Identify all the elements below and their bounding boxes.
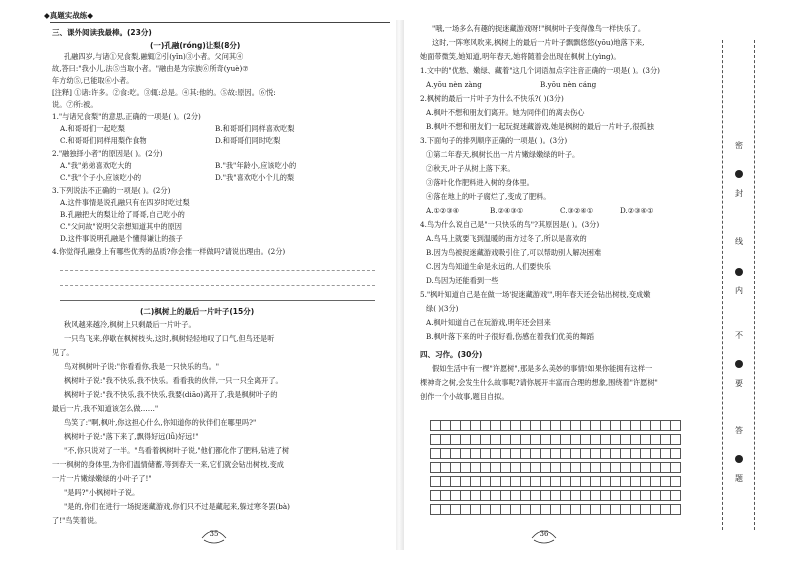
essay-prompt: 创作一个小故事,题目自拟。 <box>420 392 509 401</box>
grid-cell[interactable] <box>480 462 491 473</box>
option-a: A.枫叶不想和朋友们离开。她为同伴们的离去伤心 <box>426 108 585 117</box>
grid-cell[interactable] <box>660 476 671 487</box>
grid-cell[interactable] <box>590 462 601 473</box>
option-d: D."我"喜欢吃小个儿的梨 <box>215 173 295 182</box>
grid-cell[interactable] <box>520 462 531 473</box>
grid-cell[interactable] <box>480 504 491 515</box>
option-c: C."父问故"说明父亲想知道其中的原因 <box>60 222 182 231</box>
grid-row[interactable] <box>430 434 680 445</box>
grid-cell[interactable] <box>580 434 591 445</box>
passage2-cont-line: 她面带微笑,她知道,明年春天,她将随着会出现在枫树上(yìng)。 <box>420 52 621 61</box>
grid-cell[interactable] <box>460 490 471 501</box>
seal-dot-icon <box>735 170 743 178</box>
passage2-line: 最后一片,我不知道该怎么做……" <box>52 404 159 413</box>
option-b: B.和哥哥们同样喜欢吃梨 <box>215 124 295 133</box>
grid-cell[interactable] <box>470 420 481 431</box>
grid-cell[interactable] <box>580 448 591 459</box>
option-a: A.这件事情是说孔融只有在四岁时吃过梨 <box>60 198 190 207</box>
grid-cell[interactable] <box>530 448 541 459</box>
section3-title: 三、课外阅读我最棒。(23分) <box>52 28 152 37</box>
grid-cell[interactable] <box>440 434 451 445</box>
grid-cell[interactable] <box>670 490 681 501</box>
grid-cell[interactable] <box>430 434 441 445</box>
grid-cell[interactable] <box>440 490 451 501</box>
option-b: B.孔融把大的梨让给了哥哥,自己吃小的 <box>60 210 185 219</box>
question-4: 4.鸟为什么说自己是"一只快乐的鸟"?其原因是( )。(3分) <box>420 220 600 229</box>
grid-cell[interactable] <box>600 490 611 501</box>
essay-prompt: 棵神奇之树,会发生什么故事呢?请你展开丰富而合理的想象,围绕着"许愿树" <box>420 378 658 387</box>
sentence-item: ③落叶化作肥料进入树的身体里。 <box>426 178 534 187</box>
grid-cell[interactable] <box>460 420 471 431</box>
question-2: 2."融独择小者"的原因是( )。(2分) <box>52 149 163 158</box>
grid-cell[interactable] <box>440 420 451 431</box>
passage1-title: (一)孔融(róng)让梨(8分) <box>150 41 241 50</box>
question-1: 1.文中的"优愁、嫩绿、藏着"这几个词语加点字注音正确的一项是( )。(3分) <box>420 66 660 75</box>
grid-cell[interactable] <box>620 420 631 431</box>
grid-cell[interactable] <box>540 420 551 431</box>
grid-cell[interactable] <box>490 476 501 487</box>
grid-cell[interactable] <box>620 448 631 459</box>
grid-cell[interactable] <box>520 476 531 487</box>
grid-cell[interactable] <box>660 490 671 501</box>
seal-char: 线 <box>735 237 743 246</box>
grid-cell[interactable] <box>550 462 561 473</box>
grid-cell[interactable] <box>590 420 601 431</box>
grid-cell[interactable] <box>640 448 651 459</box>
passage1-line: 孔融四岁,与诸①兄食梨,融辄②引(yǐn)③小者。父问其④ <box>64 52 244 61</box>
grid-cell[interactable] <box>590 434 601 445</box>
section-header: ◆真题实战练◆ <box>44 11 94 20</box>
grid-cell[interactable] <box>630 434 641 445</box>
grid-cell[interactable] <box>500 476 511 487</box>
question-3: 3.下列说法不正确的一项是( )。(2分) <box>52 186 171 195</box>
grid-cell[interactable] <box>580 462 591 473</box>
grid-cell[interactable] <box>510 434 521 445</box>
seal-dot-icon <box>735 360 743 368</box>
grid-cell[interactable] <box>640 434 651 445</box>
grid-cell[interactable] <box>610 420 621 431</box>
grid-cell[interactable] <box>590 448 601 459</box>
option-c: C.和哥哥们同样用梨作食物 <box>60 136 147 145</box>
grid-cell[interactable] <box>460 434 471 445</box>
grid-cell[interactable] <box>560 476 571 487</box>
grid-cell[interactable] <box>550 420 561 431</box>
grid-cell[interactable] <box>620 504 631 515</box>
grid-cell[interactable] <box>530 504 541 515</box>
grid-cell[interactable] <box>460 462 471 473</box>
passage2-line: 枫树叶子说:"落下来了,飘得好远(lǚ)好远!" <box>64 432 199 441</box>
grid-cell[interactable] <box>540 448 551 459</box>
grid-cell[interactable] <box>520 490 531 501</box>
grid-cell[interactable] <box>630 462 641 473</box>
option-b: B.②④③① <box>490 206 524 215</box>
grid-cell[interactable] <box>500 420 511 431</box>
grid-cell[interactable] <box>650 462 661 473</box>
grid-cell[interactable] <box>660 448 671 459</box>
grid-cell[interactable] <box>500 504 511 515</box>
grid-cell[interactable] <box>570 462 581 473</box>
grid-cell[interactable] <box>650 420 661 431</box>
grid-cell[interactable] <box>670 476 681 487</box>
grid-cell[interactable] <box>560 448 571 459</box>
grid-row[interactable] <box>430 420 680 431</box>
grid-cell[interactable] <box>450 476 461 487</box>
grid-cell[interactable] <box>470 434 481 445</box>
passage1-line: 故,答曰:"我小儿,法⑤当取小者。"融由是为宗族⑥所奇(yuè)⑦ <box>52 64 249 73</box>
grid-cell[interactable] <box>620 476 631 487</box>
option-d: D.这件事说明孔融是个懂得谦让的孩子 <box>60 234 183 243</box>
grid-cell[interactable] <box>510 476 521 487</box>
passage2-line: 一一枫树的身体里,为你们温情储蓄,等到春天一来,它们就会钻出树枝,变成 <box>52 460 284 469</box>
grid-cell[interactable] <box>570 504 581 515</box>
grid-cell[interactable] <box>580 490 591 501</box>
grid-cell[interactable] <box>500 462 511 473</box>
option-a: A.①②③④ <box>426 206 460 215</box>
seal-char: 要 <box>735 379 743 388</box>
grid-cell[interactable] <box>560 504 571 515</box>
passage2-line: "不,你只说对了一半。"鸟看着枫树叶子说,"他们都化作了肥料,钻进了树 <box>64 446 290 455</box>
grid-cell[interactable] <box>550 448 561 459</box>
passage2-line: 一片一片嫩绿嫩绿的小叶子了!" <box>52 474 152 483</box>
grid-cell[interactable] <box>630 490 641 501</box>
grid-cell[interactable] <box>480 490 491 501</box>
grid-cell[interactable] <box>590 504 601 515</box>
grid-cell[interactable] <box>490 490 501 501</box>
grid-cell[interactable] <box>470 476 481 487</box>
seal-dot-icon <box>735 268 743 276</box>
passage2-line: "是的,你们在进行一场捉迷藏游戏,你们只不过是藏起来,躲过寒冬罢(bà) <box>64 502 290 511</box>
grid-cell[interactable] <box>490 462 501 473</box>
sentence-item: ①第二年春天,枫树长出一片片嫩绿嫩绿的叶子。 <box>426 150 580 159</box>
option-a: A.和哥哥们一起吃梨 <box>60 124 125 133</box>
passage2-line: 了!"鸟笑着说。 <box>52 516 102 525</box>
grid-cell[interactable] <box>670 434 681 445</box>
section4-title: 四、习作。(30分) <box>420 350 483 359</box>
option-c: C.因为鸟知道生命是永远的,人们要快乐 <box>426 262 551 271</box>
grid-cell[interactable] <box>610 434 621 445</box>
grid-cell[interactable] <box>610 462 621 473</box>
grid-cell[interactable] <box>650 448 661 459</box>
note-line: [注释] ①诸:许多。②食:吃。③辄:总是。④其:他的。⑤故:原因。⑥悦: <box>52 88 276 97</box>
passage2-line: 鸟对枫树叶子说:"你看看你,我是一只快乐的鸟。" <box>64 362 220 371</box>
writing-grid[interactable] <box>430 420 680 518</box>
option-d: D.和哥哥们同时吃梨 <box>215 136 281 145</box>
question-4: 4.你觉得孔融身上有哪些优秀的品质?你会推一样做吗?请说出理由。(2分) <box>52 247 286 256</box>
grid-cell[interactable] <box>600 420 611 431</box>
sentence-item: ②秋天,叶子从树上落下来。 <box>426 164 515 173</box>
grid-cell[interactable] <box>450 462 461 473</box>
grid-cell[interactable] <box>660 504 671 515</box>
grid-cell[interactable] <box>490 420 501 431</box>
grid-cell[interactable] <box>590 490 601 501</box>
grid-cell[interactable] <box>540 490 551 501</box>
grid-cell[interactable] <box>660 420 671 431</box>
grid-cell[interactable] <box>540 434 551 445</box>
grid-cell[interactable] <box>480 476 491 487</box>
grid-cell[interactable] <box>610 448 621 459</box>
grid-cell[interactable] <box>580 476 591 487</box>
option-d: D.鸟因为还能看到一些 <box>426 276 499 285</box>
grid-cell[interactable] <box>620 490 631 501</box>
passage2-line: 鸟笑了:"啊,枫叶,你这担心什么,你知道你的伙伴们在哪里吗?" <box>64 418 257 427</box>
grid-row[interactable] <box>430 448 680 459</box>
grid-cell[interactable] <box>580 504 591 515</box>
grid-cell[interactable] <box>520 434 531 445</box>
grid-cell[interactable] <box>430 476 441 487</box>
grid-cell[interactable] <box>570 476 581 487</box>
grid-cell[interactable] <box>480 448 491 459</box>
grid-cell[interactable] <box>640 490 651 501</box>
grid-cell[interactable] <box>510 448 521 459</box>
passage2-line: 枫树叶子说:"我不快乐,我不快乐。看看我的伙伴,一只一只全离开了。 <box>64 376 283 385</box>
grid-row[interactable] <box>430 490 680 501</box>
grid-cell[interactable] <box>430 490 441 501</box>
grid-cell[interactable] <box>490 448 501 459</box>
seal-char: 密 <box>735 141 743 150</box>
option-a: A.鸟马上就要飞到温暖的南方过冬了,所以是喜欢的 <box>426 234 587 243</box>
grid-cell[interactable] <box>460 504 471 515</box>
grid-cell[interactable] <box>560 490 571 501</box>
option-c: C.③②④① <box>560 206 594 215</box>
grid-cell[interactable] <box>540 462 551 473</box>
passage2-line: 枫树叶子说:"我不快乐,我不快乐,我要(diāo)离开了,我是枫树叶子的 <box>64 390 278 399</box>
option-b: B.yōu nèn cáng <box>540 80 597 89</box>
grid-cell[interactable] <box>510 420 521 431</box>
question-1: 1."与诸兄食梨"的意思,正确的一项是( )。(2分) <box>52 112 201 121</box>
grid-cell[interactable] <box>520 420 531 431</box>
seal-char: 内 <box>735 286 743 295</box>
grid-cell[interactable] <box>470 504 481 515</box>
grid-cell[interactable] <box>520 448 531 459</box>
grid-cell[interactable] <box>590 476 601 487</box>
essay-prompt: 假如生活中有一棵"许愿树",那是多么美妙的事情!如果你能拥有这样一 <box>432 364 653 373</box>
grid-cell[interactable] <box>600 504 611 515</box>
grid-cell[interactable] <box>620 434 631 445</box>
grid-cell[interactable] <box>480 434 491 445</box>
seal-char: 题 <box>735 474 743 483</box>
page-number: 35 <box>200 526 228 534</box>
grid-cell[interactable] <box>430 420 441 431</box>
note-line: 说。⑦所:被。 <box>52 100 98 109</box>
grid-cell[interactable] <box>430 448 441 459</box>
grid-cell[interactable] <box>640 476 651 487</box>
option-d: D.②③④① <box>620 206 654 215</box>
grid-cell[interactable] <box>530 476 541 487</box>
grid-cell[interactable] <box>600 462 611 473</box>
grid-cell[interactable] <box>510 462 521 473</box>
grid-cell[interactable] <box>500 490 511 501</box>
passage2-title: (二)枫树上的最后一片叶子(15分) <box>140 307 255 316</box>
grid-cell[interactable] <box>640 420 651 431</box>
passage2-line: 秋风越来越冷,枫树上只剩最后一片叶子。 <box>64 320 196 329</box>
passage2-line: 见了。 <box>52 348 74 357</box>
grid-row[interactable] <box>430 462 680 473</box>
grid-cell[interactable] <box>450 420 461 431</box>
seal-char: 不 <box>735 331 743 340</box>
grid-cell[interactable] <box>600 476 611 487</box>
grid-cell[interactable] <box>580 420 591 431</box>
seal-line-right <box>754 40 756 530</box>
passage2-cont-line: "哦,一场多么有趣的捉迷藏游戏呀!"枫树叶子变得像鸟一样快乐了。 <box>432 24 646 33</box>
grid-cell[interactable] <box>630 504 641 515</box>
question-2: 2.枫树的最后一片叶子为什么不快乐?( )(3分) <box>420 94 564 103</box>
passage2-line: "是吗?"小枫树叶子说。 <box>64 488 140 497</box>
grid-cell[interactable] <box>650 476 661 487</box>
grid-cell[interactable] <box>500 448 511 459</box>
option-c: C."我"个子小,应该吃小的 <box>60 173 142 182</box>
grid-cell[interactable] <box>550 476 561 487</box>
grid-cell[interactable] <box>430 462 441 473</box>
grid-cell[interactable] <box>530 462 541 473</box>
grid-cell[interactable] <box>650 490 661 501</box>
grid-cell[interactable] <box>450 448 461 459</box>
grid-cell[interactable] <box>670 504 681 515</box>
option-b: B."我"年龄小,应该吃小的 <box>215 161 297 170</box>
grid-cell[interactable] <box>670 420 681 431</box>
grid-cell[interactable] <box>520 504 531 515</box>
grid-cell[interactable] <box>630 420 641 431</box>
grid-cell[interactable] <box>650 504 661 515</box>
grid-cell[interactable] <box>660 434 671 445</box>
grid-cell[interactable] <box>440 448 451 459</box>
grid-cell[interactable] <box>640 504 651 515</box>
page-number: 36 <box>530 526 558 534</box>
grid-cell[interactable] <box>530 490 541 501</box>
seal-char: 答 <box>735 426 743 435</box>
question-5-cont: 绿( )(3分) <box>426 304 459 313</box>
grid-cell[interactable] <box>560 420 571 431</box>
grid-cell[interactable] <box>550 504 561 515</box>
grid-cell[interactable] <box>620 462 631 473</box>
seal-line-left <box>722 40 724 530</box>
grid-cell[interactable] <box>430 504 441 515</box>
grid-cell[interactable] <box>570 490 581 501</box>
option-a: A.yōu nèn zàng <box>426 80 482 89</box>
passage1-line: 年方幼⑤,已能取⑥小者。 <box>52 76 134 85</box>
grid-cell[interactable] <box>660 462 671 473</box>
grid-cell[interactable] <box>610 504 621 515</box>
option-b: B.因为鸟被捉迷藏游戏吸引住了,可以帮助别人解决困难 <box>426 248 602 257</box>
grid-cell[interactable] <box>630 476 641 487</box>
seal-char: 封 <box>735 189 743 198</box>
grid-cell[interactable] <box>640 462 651 473</box>
grid-cell[interactable] <box>490 504 501 515</box>
grid-cell[interactable] <box>540 476 551 487</box>
grid-cell[interactable] <box>600 434 611 445</box>
grid-cell[interactable] <box>460 476 471 487</box>
grid-cell[interactable] <box>670 448 681 459</box>
grid-cell[interactable] <box>500 434 511 445</box>
sentence-item: ④落在地上的叶子腐烂了,变成了肥料。 <box>426 192 551 201</box>
grid-row[interactable] <box>430 504 680 515</box>
grid-cell[interactable] <box>550 434 561 445</box>
grid-cell[interactable] <box>610 490 621 501</box>
grid-cell[interactable] <box>550 490 561 501</box>
grid-cell[interactable] <box>470 462 481 473</box>
grid-cell[interactable] <box>440 462 451 473</box>
grid-cell[interactable] <box>460 448 471 459</box>
question-3: 3.下面句子的排列顺序正确的一项是( )。(3分) <box>420 136 568 145</box>
grid-cell[interactable] <box>450 504 461 515</box>
grid-cell[interactable] <box>470 448 481 459</box>
grid-cell[interactable] <box>450 434 461 445</box>
option-b: B.枫叶不想和朋友们一起玩捉迷藏游戏,她是枫树的最后一片叶子,很孤独 <box>426 122 654 131</box>
option-a: A."我"弟弟喜欢吃大的 <box>60 161 132 170</box>
question-5: 5."枫叶知道自己是在做一场'捉迷藏游戏'",明年春天还会钻出树枝,变成嫩 <box>420 290 651 299</box>
option-a: A.枫叶知道自己在玩游戏,明年还会回来 <box>426 318 551 327</box>
grid-cell[interactable] <box>530 420 541 431</box>
grid-cell[interactable] <box>570 420 581 431</box>
grid-cell[interactable] <box>510 490 521 501</box>
seal-dot-icon <box>735 455 743 463</box>
grid-cell[interactable] <box>570 434 581 445</box>
grid-cell[interactable] <box>450 490 461 501</box>
grid-cell[interactable] <box>490 434 501 445</box>
grid-cell[interactable] <box>570 448 581 459</box>
passage2-cont-line: 这时,一阵寒风吹来,枫树上的最后一片叶子飘飘悠悠(yōu)地落下来, <box>432 38 645 47</box>
grid-cell[interactable] <box>650 434 661 445</box>
grid-cell[interactable] <box>530 434 541 445</box>
grid-cell[interactable] <box>470 490 481 501</box>
grid-row[interactable] <box>430 476 680 487</box>
grid-cell[interactable] <box>670 462 681 473</box>
grid-cell[interactable] <box>510 504 521 515</box>
grid-cell[interactable] <box>560 434 571 445</box>
grid-cell[interactable] <box>610 476 621 487</box>
grid-cell[interactable] <box>440 476 451 487</box>
grid-cell[interactable] <box>540 504 551 515</box>
grid-cell[interactable] <box>480 420 491 431</box>
option-b: B.枫叶落下来的叶子很好看,伤感在着我们优美的舞蹈 <box>426 332 594 341</box>
grid-cell[interactable] <box>560 462 571 473</box>
grid-cell[interactable] <box>630 448 641 459</box>
grid-cell[interactable] <box>600 448 611 459</box>
grid-cell[interactable] <box>440 504 451 515</box>
passage2-line: 一只鸟飞来,停歇在枫树枝头,这时,枫树轻轻地叹了口气,但鸟还是听 <box>64 334 275 343</box>
